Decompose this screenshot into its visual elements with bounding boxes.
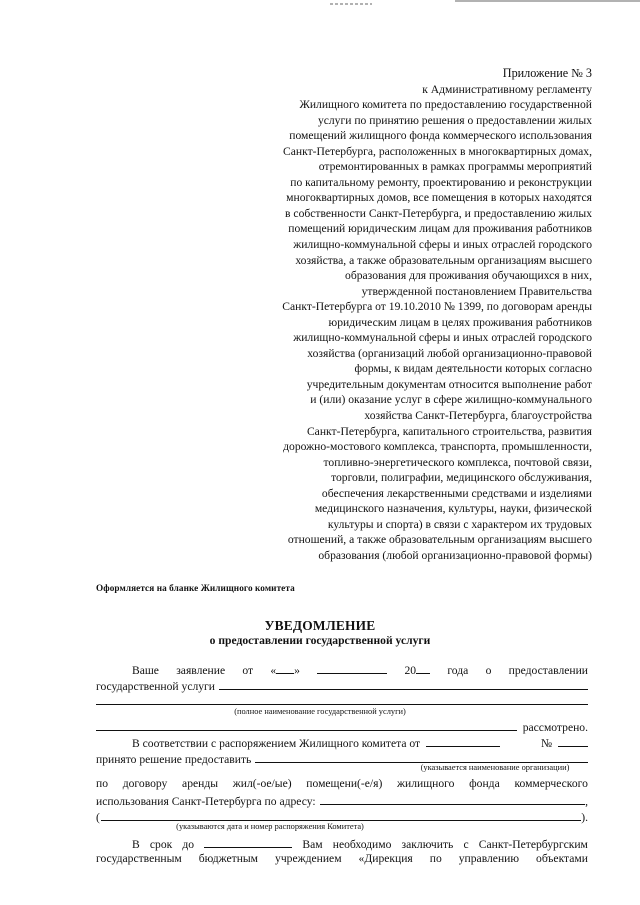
- form-line-reviewed: рассмотрено.: [96, 719, 588, 734]
- form-line-decision: В соответствии с распоряжением Жилищного комитета от №: [96, 735, 588, 750]
- appendix-line: хозяйства, а также образовательным организациям высшего: [295, 253, 592, 267]
- appendix-line: Санкт-Петербурга от 19.10.2010 № 1399, по договорам аренды: [282, 300, 592, 314]
- organization-field[interactable]: [255, 751, 588, 763]
- appendix-line: дорожно-мостового комплекса, транспорта, промышленности,: [283, 440, 592, 454]
- appendix-line: торговли, полиграфии, медицинского обслуживания,: [331, 471, 592, 485]
- appendix-line: хозяйства (организаций любой организационно-правовой: [307, 346, 592, 360]
- scan-marks: [0, 0, 640, 10]
- appendix-line: Санкт-Петербурга, капитального строительства, развития: [306, 424, 592, 438]
- service-name-field[interactable]: [219, 678, 588, 690]
- appendix-line: жилищно-коммунальной сферы и иных отраслей городского: [293, 331, 592, 345]
- appendix-line: к Административному регламенту: [422, 82, 592, 96]
- appendix-line: образования (любой организационно-правовой формы): [318, 548, 592, 562]
- application-month-field[interactable]: [317, 662, 387, 674]
- appendix-line: культуры и спорта) в связи с характером их трудовых: [327, 517, 592, 531]
- appendix-line: учредительным документам относится выполнение работ: [306, 377, 592, 391]
- appendix-line: хозяйства Санкт-Петербурга, благоустройства: [364, 409, 592, 423]
- appendix-line: Санкт-Петербурга, расположенных в многоквартирных домах,: [283, 144, 592, 158]
- form-line-address: использования Санкт-Петербурга по адресу: ,: [96, 795, 588, 808]
- appendix-line: помещений юридическим лицам для проживания работников: [288, 222, 592, 236]
- appendix-title: Приложение № 3: [502, 66, 592, 80]
- caption-date: (указываются дата и номер распоряжения Комитета): [176, 822, 364, 831]
- appendix-line: обеспечения лекарственными средствами и изделиями: [321, 486, 592, 500]
- form-line-institution: государственным бюджетным учреждением «Дирекция по управлению объектами: [96, 852, 588, 865]
- service-name-field-cont[interactable]: [96, 704, 588, 705]
- form-line-deadline: В срок до Вам необходимо заключить с Санкт-Петербургским: [132, 838, 588, 851]
- form-line-service: государственной услуги: [96, 678, 588, 693]
- letterhead-note: Оформляется на бланке Жилищного комитета: [96, 583, 295, 593]
- service-name-field-end[interactable]: [96, 719, 517, 731]
- appendix-line: образования для проживания обучающихся в них,: [345, 269, 592, 283]
- appendix-line: в собственности Санкт-Петербурга, и предоставлению жилых: [285, 206, 592, 220]
- form-line-address-cont: ( ).: [96, 811, 588, 824]
- appendix-line: юридическим лицам в целях проживания работников: [328, 315, 592, 329]
- order-date-field[interactable]: [426, 735, 500, 747]
- order-number-field[interactable]: [558, 735, 588, 747]
- appendix-header: [212, 66, 592, 564]
- address-field[interactable]: [320, 793, 586, 805]
- form-line-application: Ваше заявление от « » 20 года о предоставлении: [132, 664, 588, 677]
- appendix-line: и (или) оказание услуг в сфере жилищно-коммунального: [310, 393, 592, 407]
- appendix-line: Жилищного комитета по предоставлению государственной: [299, 98, 592, 112]
- application-day-field[interactable]: « »: [270, 664, 300, 677]
- notice-title: УВЕДОМЛЕНИЕ: [264, 618, 376, 633]
- appendix-line: услуги по принятию решения о предоставлении жилых: [317, 113, 592, 127]
- appendix-line: утвержденной постановлением Правительства: [361, 284, 592, 298]
- appendix-line: по капитальному ремонту, проектированию и реконструкции: [290, 175, 592, 189]
- appendix-line: помещений жилищного фонда коммерческого использования: [289, 129, 592, 143]
- notice-subtitle: о предоставлении государственной услуги: [209, 634, 431, 647]
- appendix-line: отношений, а также образовательным организациям высшего: [287, 533, 592, 547]
- appendix-line: отремонтированных в рамках программы мероприятий: [318, 160, 592, 174]
- caption-org: (указывается наименование организации): [420, 763, 570, 772]
- appendix-line: топливно-энергетического комплекса, почтовой связи,: [323, 455, 592, 469]
- appendix-line: многоквартирных домов, все помещения в которых находятся: [286, 191, 592, 205]
- form-line-provide: принято решение предоставить: [96, 751, 588, 766]
- caption-service: (полное наименование государственной услуги): [234, 707, 406, 716]
- appendix-line: формы, к видам деятельности которых согласно: [354, 362, 592, 376]
- application-year-field[interactable]: 20: [404, 662, 430, 677]
- appendix-line: жилищно-коммунальной сферы и иных отраслей городского: [293, 238, 592, 252]
- appendix-line: медицинского назначения, культуры, науки, физической: [314, 502, 592, 516]
- form-line-contract: по договору аренды жил(-ое/ые) помещени(-е/я) жилищного фонда коммерческого: [96, 777, 588, 790]
- deadline-date-field[interactable]: [204, 836, 292, 848]
- address-field-cont[interactable]: [101, 809, 581, 821]
